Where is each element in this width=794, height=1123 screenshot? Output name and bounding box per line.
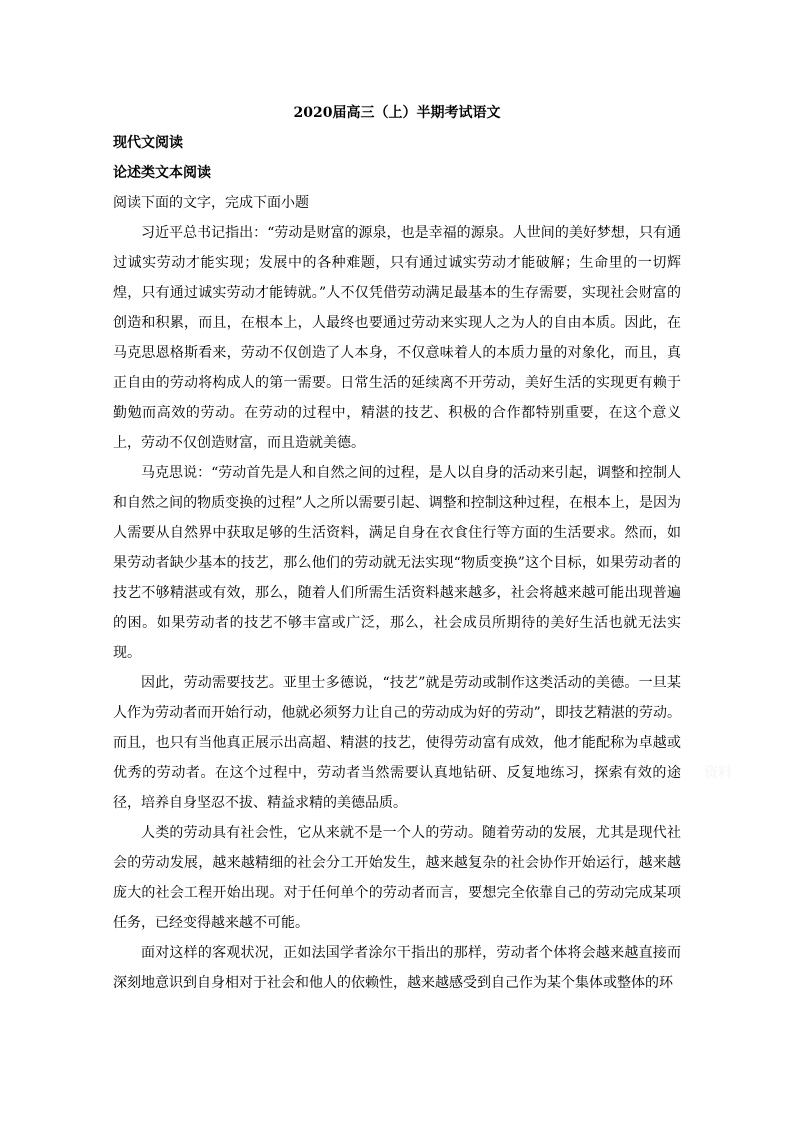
paragraph-5: 面对这样的客观状况，正如法国学者涂尔干指出的那样，劳动者个体将会越来越直接而深刻地意识到自身相对于社会和他人的依赖性，越来越感受到自己作为某个集体或整体的环 <box>113 945 681 991</box>
paragraph-4: 人类的劳动具有社会性，它从来就不是一个人的劳动。随着劳动的发展，尤其是现代社会的劳动发展，越来越精细的社会分工开始发生，越来越复杂的社会协作开始运行，越来越庞大的社会工程开始出现。对于任何单个的劳动者而言，要想完全依靠自己的劳动完成某项任务，已经变得越来越不可能。 <box>113 825 681 931</box>
subsection-heading: 论述类文本阅读 <box>113 165 211 181</box>
paragraph-2: 马克思说：“劳动首先是人和自然之间的过程，是人以自身的活动来引起，调整和控制人和自然之间的物质变换的过程”人之所以需要引起、调整和控制这种过程，在根本上，是因为人需要从自然界中获取足够的生活资料，满足自身在衣食住行等方面的生活要求。然而，如果劳动者缺少基本的技艺，那么他们的劳动就无法实现“物质变换”这个目标，如果劳动者的技艺不够精湛或有效，那么，随着人们所需生活资料越来越多，社会将越来越可能出现普遍的困。如果劳动者的技艺不够丰富或广泛，那么，社会成员所期待的美好生活也就无法实现。 <box>113 465 681 661</box>
document-page <box>113 98 681 998</box>
document-title: 2020届高三（上）半期考试语文 <box>293 105 501 121</box>
section-heading: 现代文阅读 <box>113 135 183 151</box>
reading-instruction: 阅读下面的文字，完成下面小题 <box>113 195 309 211</box>
paragraph-3: 因此，劳动需要技艺。亚里士多德说，“技艺”就是劳动或制作这类活动的美德。一旦某人作为劳动者而开始行动，他就必须努力让自己的劳动成为好的劳动”，即技艺精湛的劳动。而且，也只有当他真正展示出高超、精湛的技艺，使得劳动富有成效，他才能配称为卓越或优秀的劳动者。在这个过程中，劳动者当然需要认真地钻研、反复地练习，探索有效的途径，培养自身坚忍不拔、精益求精的美德品质。 <box>113 675 681 811</box>
watermark: 资料 <box>704 765 732 781</box>
paragraph-1: 习近平总书记指出：“劳动是财富的源泉，也是幸福的源泉。人世间的美好梦想，只有通过诚实劳动才能实现；发展中的各种难题，只有通过诚实劳动才能破解；生命里的一切辉煌，只有通过诚实劳动才能铸就。”人不仅凭借劳动满足最基本的生存需要，实现社会财富的创造和积累，而且，在根本上，人最终也要通过劳动来实现人之为人的自由本质。因此，在马克思恩格斯看来，劳动不仅创造了人本身，不仅意味着人的本质力量的对象化，而且，真正自由的劳动将构成人的第一需要。日常生活的延续离不开劳动，美好生活的实现更有赖于勤勉而高效的劳动。在劳动的过程中，精湛的技艺、积极的合作都特别重要，在这个意义上，劳动不仅创造财富，而且造就美德。 <box>113 225 681 451</box>
